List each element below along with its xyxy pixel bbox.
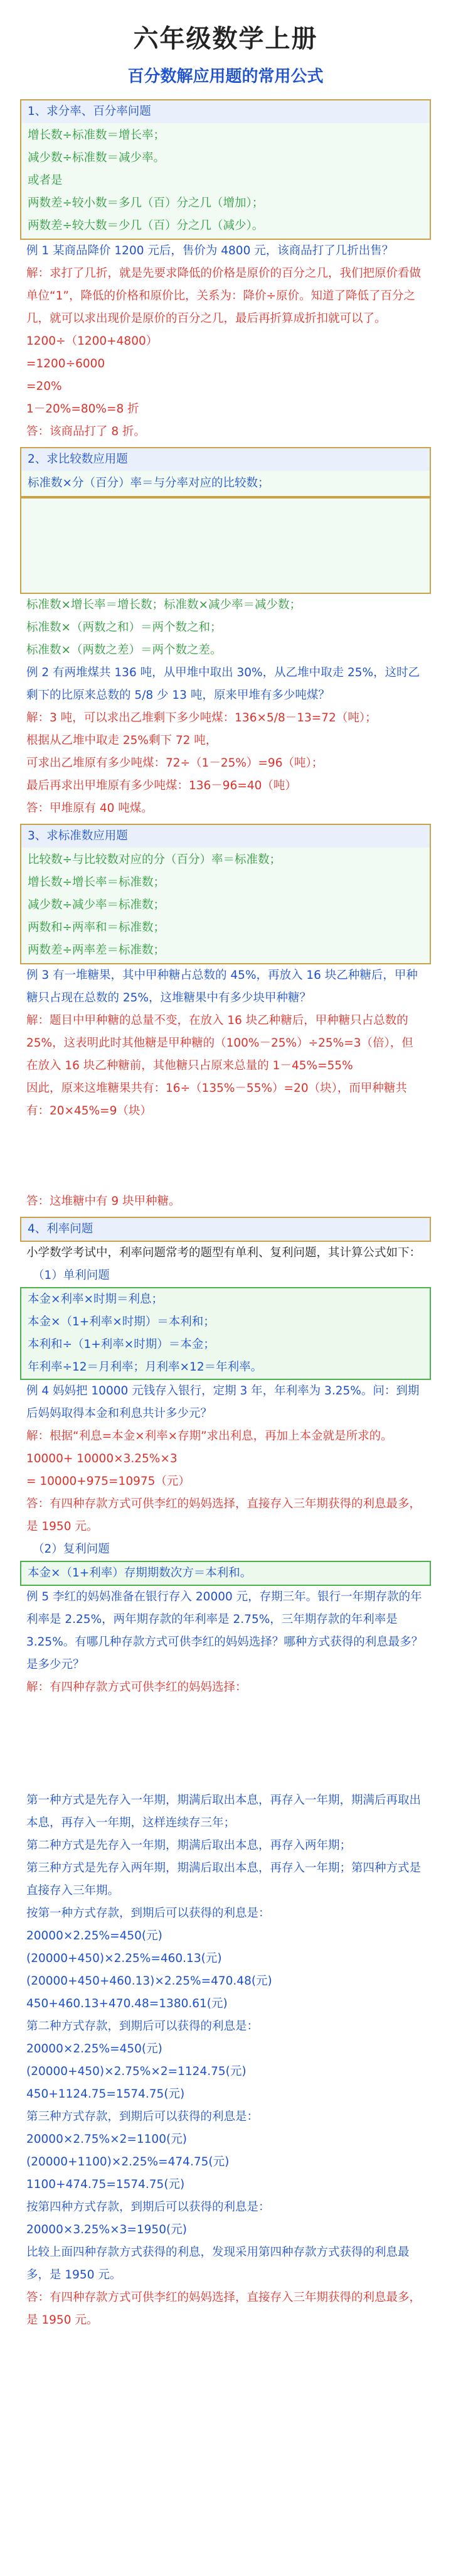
page-title: 六年级数学上册 [133,24,318,53]
formula-line: 本金×（1+利率）存期期数次方＝本利和。 [28,1566,252,1580]
formula-line: 两数和÷两率和＝标准数； [28,921,166,934]
solution-text: 解：题目中甲种糖的总量不变，在放入 16 块乙种糖后，甲种糖只占总数的 25%，这表明此时其他糖是甲种糖的（100%－25%）÷25%=3（倍），但在放入 16 块乙种糖前，其他糖只占原来总量的 1－45%=55% [26,1014,413,1072]
subsection-heading: （2）复利问题 [33,1543,110,1556]
method-text: 第三种方式是先存入两年期，期满后取出本息，再存入一年期；第四种方式是直接存入三年期。 [26,1862,422,1897]
section-heading: 3、求标准数应用题 [21,825,430,848]
solution-text: 解：根据“利息=本金×利率×存期”求出利息，再加上本金就是所求的。 [26,1430,393,1443]
formula-line: 减少数÷减少率＝标准数； [28,898,166,912]
formula-line: 标准数×增长率＝增长数；标准数×减少率＝减少数； [26,598,302,612]
calc-line: = 10000+975=10975（元） [26,1475,190,1488]
answer-text: 答：有四种存款方式可供李红的妈妈选择，直接存入三年期获得的利息最多，是 1950 元。 [26,1497,422,1533]
calc-line: 450+1124.75=1574.75(元) [26,2088,185,2101]
calc-line: 450+460.13+470.48=1380.61(元) [26,1997,228,2010]
formula-line: 比较数÷与比较数对应的分（百分）率＝标准数； [28,853,282,866]
section-interest-rate [20,1217,431,1242]
formula-block [20,1561,431,1586]
formula-line: 两数差÷两率差＝标准数； [28,944,166,957]
section-compare-number [20,447,431,497]
answer-text: 答：有四种存款方式可供李红的妈妈选择，直接存入三年期获得的利息最多，是 1950 元。 [26,2291,422,2327]
example-text: 例 2 有两堆煤共 136 吨，从甲堆中取出 30%，从乙堆中取走 25%，这时乙剩下的比原来总数的 5/8 少 13 吨，原来甲堆有多少吨煤？ [26,666,420,702]
section-heading: 4、利率问题 [21,1218,430,1241]
formula-line: 增长数÷增长率＝标准数； [28,876,166,889]
page-subtitle: 百分数解应用题的常用公式 [127,67,324,86]
formula-line: 增长数÷标准数＝增长率； [28,129,166,142]
calc-line: 20000×3.25%×3=1950(元) [26,2223,187,2236]
calc-line: =1200÷6000 [26,357,105,370]
answer-text: 答：甲堆原有 40 吨煤。 [26,802,153,815]
intro-text: 小学数学考试中，利率问题常考的题型有单利、复利问题，其计算公式如下： [26,1246,422,1259]
solution-text: 解：3 吨，可以求出乙堆剩下多少吨煤：136×5/8－13=72（吨）； [26,711,377,725]
formula-block [20,1287,431,1380]
formula-line: 标准数×（两数之差）＝两个数之差。 [26,644,222,657]
answer-text: 答：该商品打了 8 折。 [26,425,146,438]
blank-box [20,497,431,594]
formula-line: 年利率÷12＝月利率；月利率×12＝年利率。 [28,1361,263,1374]
section-standard-number [20,824,431,964]
calc-heading: 按第一种方式存款，到期后可以获得的利息是： [26,1907,270,1920]
formula-line: 本利和÷（1+利率×时期）＝本金； [28,1338,215,1351]
example-text: 例 5 李红的妈妈准备在银行存入 20000 元，存期三年。银行一年期存款的年利率是 2.25%，两年期存款的年利率是 2.75%，三年期存款的年利率是 3.25%。有哪几种存款方式可供李红的妈妈选择？哪种方式获得的利息最多？是多少元？ [26,1590,423,1671]
example-text: 例 4 妈妈把 10000 元钱存入银行，定期 3 年，年利率为 3.25%。问：到期后妈妈取得本金和利息共计多少元？ [26,1384,420,1420]
calc-line: (20000+1100)×2.25%=474.75(元) [26,2155,230,2169]
answer-text: 答：这堆糖中有 9 块甲种糖。 [26,1195,181,1208]
calc-line: 1－20%=80%=8 折 [26,402,139,416]
calc-line: (20000+450)×2.75%×2=1124.75(元) [26,2065,247,2078]
solution-text: 因此，原来这堆糖果共有：16÷（135%－55%）=20（块），而甲种糖共有：20×45%=9（块） [26,1082,407,1118]
formula-line: 减少数÷标准数＝减少率。 [28,151,166,164]
formula-line: 或者是 [28,174,63,187]
solution-text: 解：有四种存款方式可供李红的妈妈选择： [26,1681,247,1694]
calc-line: 20000×2.25%=450(元) [26,1929,162,1943]
section-heading: 1、求分率、百分率问题 [21,100,430,123]
solution-text: 解：求打了几折，就是先要求降低的价格是原价的百分之几，我们把原价看做单位“1”，降低的价格和原价比，关系为：降价÷原价。知道了降低了百分之几，就可以求出现价是原价的百分之几，最后再折算成折扣就可以了。 [26,267,422,325]
solution-text: 最后再求出甲堆原有多少吨煤：136－96=40（吨） [26,779,297,792]
method-text: 第一种方式是先存入一年期，期满后取出本息，再存入一年期，期满后再取出本息，再存入一年期，这样连续存三年； [26,1794,422,1830]
calc-line: 10000+ 10000×3.25%×3 [26,1452,178,1465]
conclusion-text: 比较上面四种存款方式获得的利息，发现采用第四种存款方式获得的利息最多，是 1950 元。 [26,2246,410,2282]
calc-heading: 第二种方式存款，到期后可以获得的利息是： [26,2020,259,2033]
calc-line: 1100+474.75=1574.75(元) [26,2178,185,2191]
method-text: 第二种方式是先存入一年期，期满后取出本息，再存入两年期； [26,1839,352,1852]
formula-line: 两数差÷较大数＝少几（百）分之几（减少）。 [28,219,264,232]
article [0,19,451,2332]
example-text: 例 1 某商品降价 1200 元后，售价为 4800 元，该商品打了几折出售？ [26,244,394,257]
formula-line: 本金×（1+利率×时期）＝本利和； [28,1315,215,1328]
solution-text: 根据从乙堆中取走 25%剩下 72 吨， [26,734,218,747]
subsection-heading: （1）单利问题 [33,1269,110,1282]
section-heading: 2、求比较数应用题 [21,448,430,471]
formula-block [21,123,430,239]
calc-line: (20000+450)×2.25%=460.13(元) [26,1952,222,1965]
calc-line: =20% [26,380,62,393]
example-text: 例 3 有一堆糖果，其中甲种糖占总数的 45%，再放入 16 块乙种糖后，甲种糖只占现在总数的 25%，这堆糖果中有多少块甲种糖？ [26,969,418,1005]
formula-line: 本金×利率×时期＝利息； [28,1293,164,1306]
calc-heading: 第三种方式存款，到期后可以获得的利息是： [26,2110,259,2123]
formula-line: 标准数×（两数之和）＝两个数之和； [26,621,222,634]
formula-block [21,848,430,963]
calc-line: 20000×2.25%=450(元) [26,2042,162,2056]
calc-line: 1200÷（1200+4800） [26,335,158,348]
calc-heading: 按第四种方式存款，到期后可以获得的利息是： [26,2201,270,2214]
calc-line: (20000+450+460.13)×2.25%=470.48(元) [26,1975,272,1988]
calc-line: 20000×2.75%×2=1100(元) [26,2133,187,2146]
formula-block [21,471,430,496]
formula-line: 标准数×分（百分）率＝与分率对应的比较数； [28,477,270,490]
section-percent-rate [20,99,431,240]
solution-text: 可求出乙堆原有多少吨煤：72÷（1－25%）=96（吨）； [26,757,324,770]
formula-line: 两数差÷较小数＝多几（百）分之几（增加）； [28,197,264,210]
